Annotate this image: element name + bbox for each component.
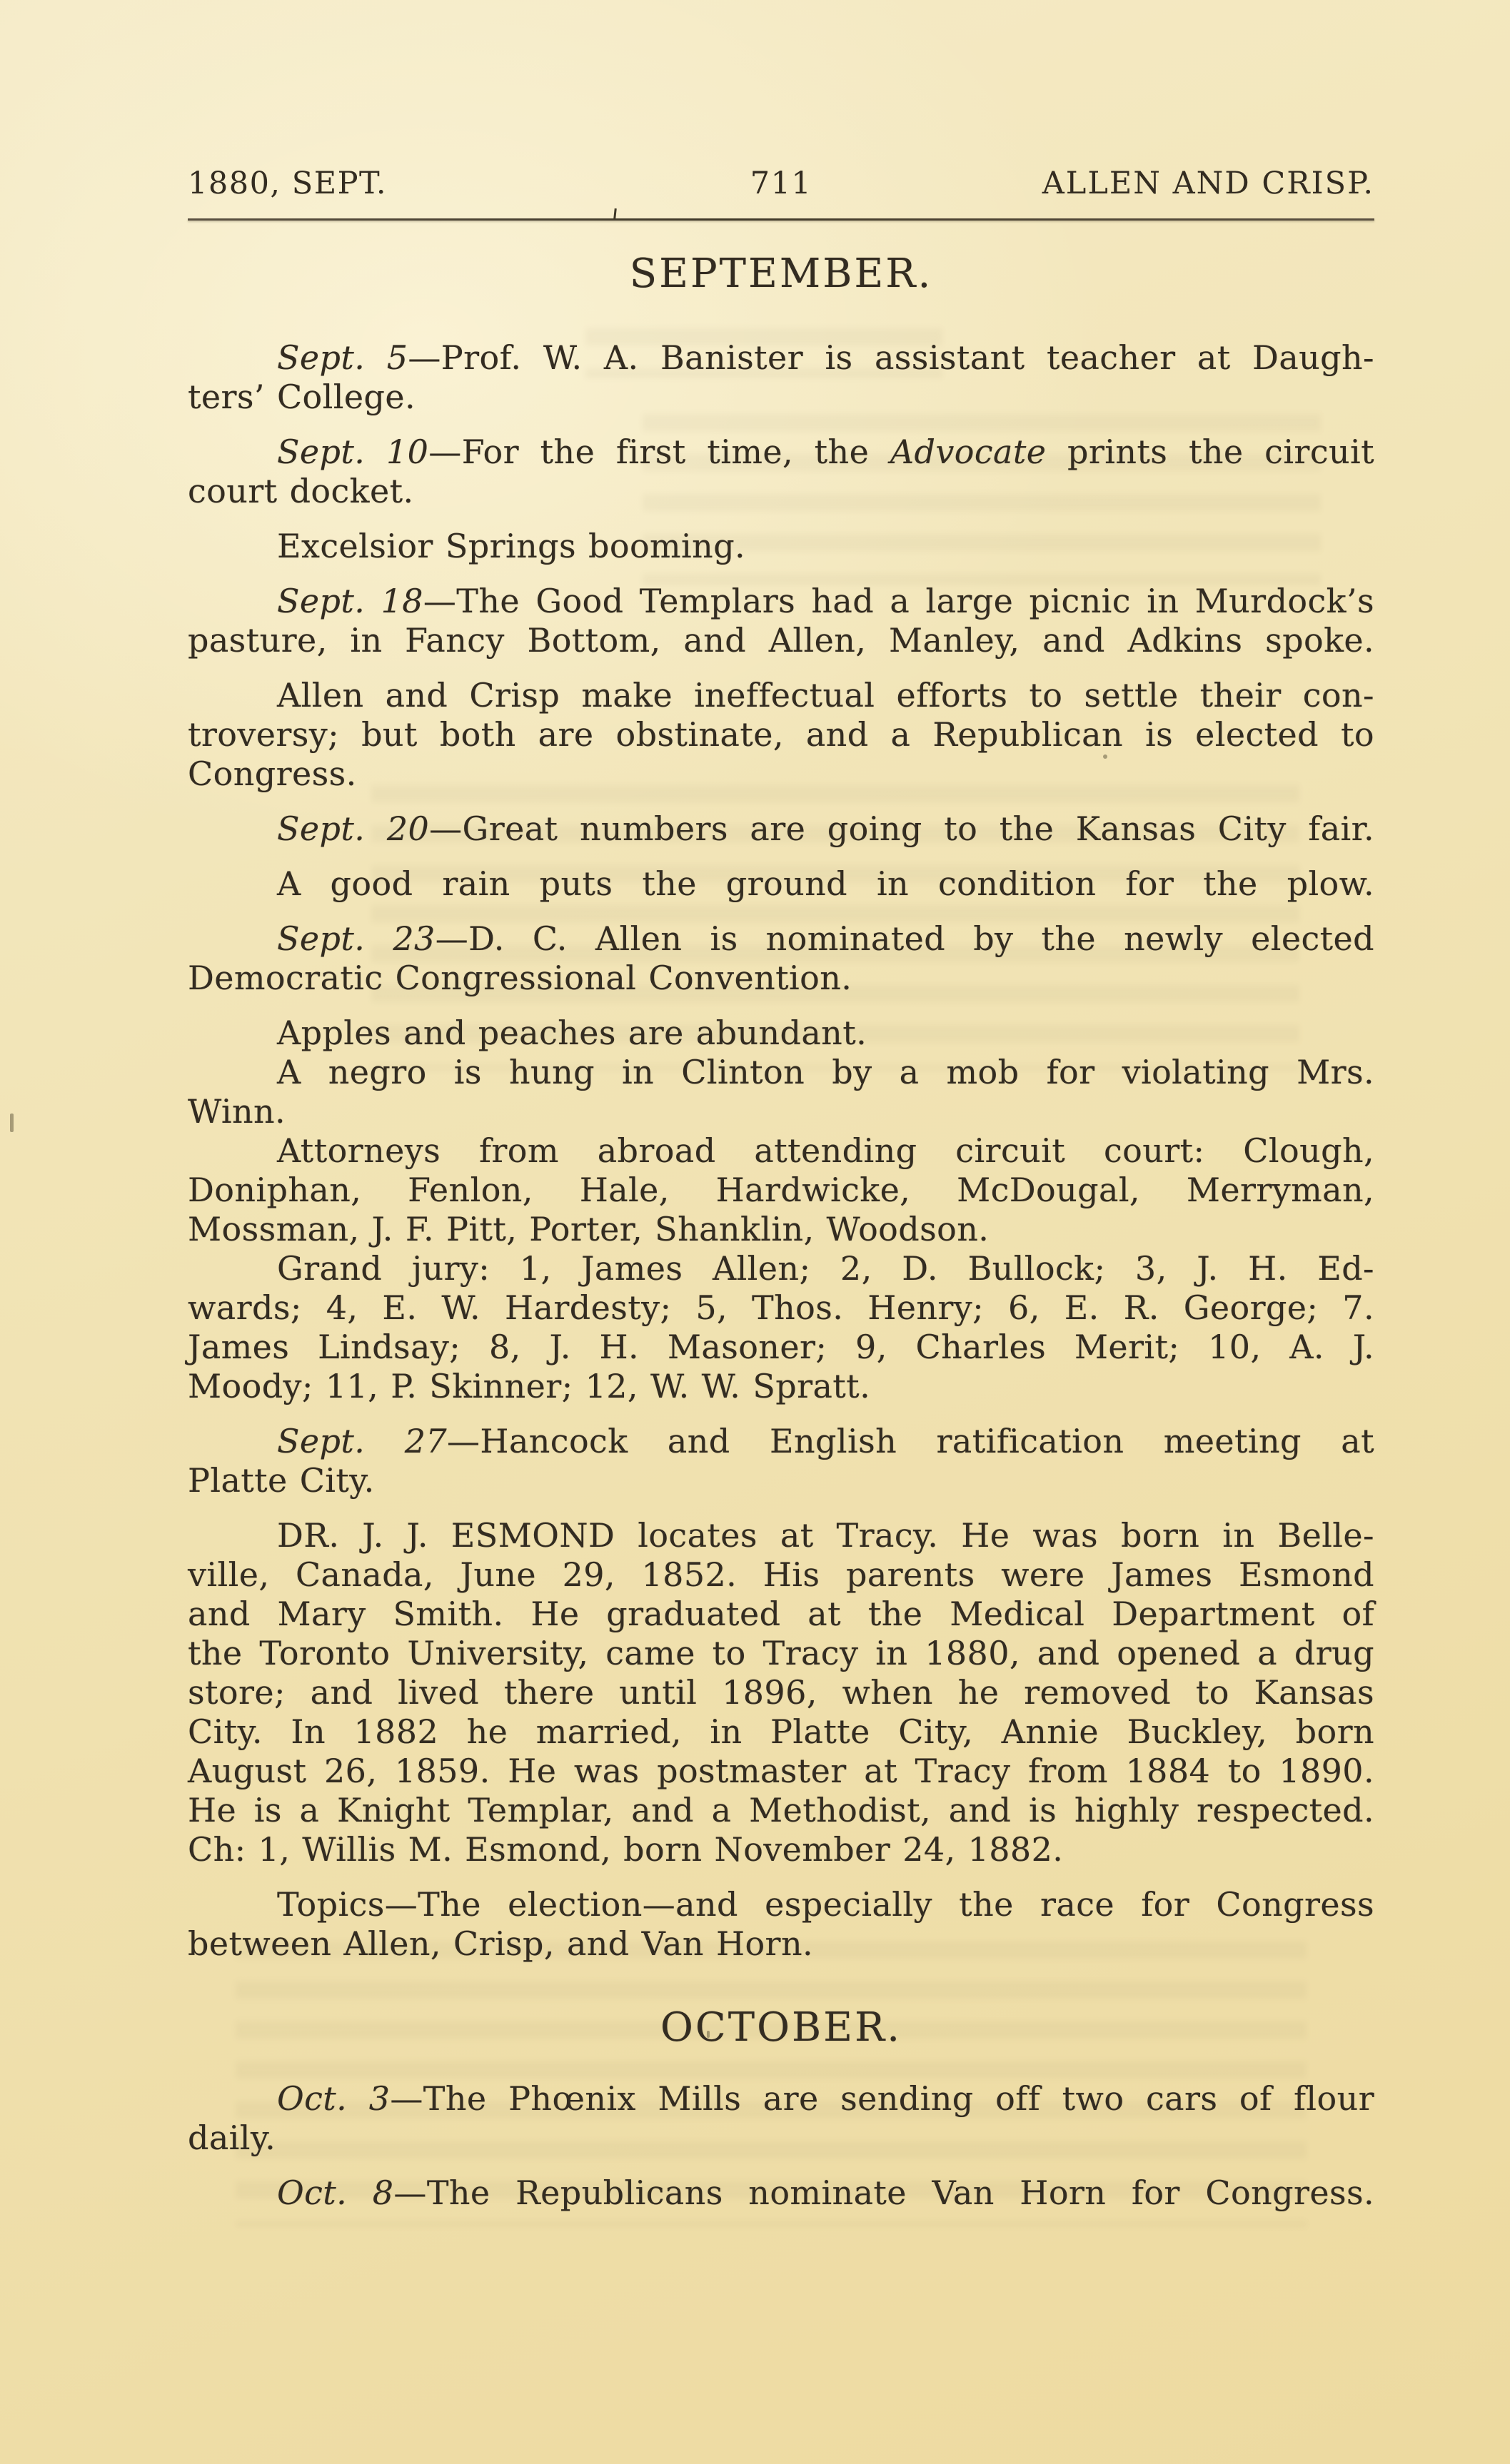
paragraph (188, 1014, 1374, 1053)
text-segment: DR. J. J. ESMOND locates at Tracy. He was born in Belle- (277, 1516, 1374, 1555)
paragraph (188, 1422, 1374, 1500)
text-segment: James Lindsay; 8, J. H. Masoner; 9, Charles Merit; 10, A. J. (188, 1328, 1374, 1366)
header-title: ALLEN AND CRISP. (1042, 166, 1375, 201)
text-segment: Congress. (188, 754, 357, 793)
text-segment: A negro is hung in Clinton by a mob for violating Mrs. (277, 1053, 1374, 1091)
text-segment: —Great numbers are going to the Kansas City fair. (429, 809, 1374, 848)
body-line (188, 1712, 1374, 1752)
text-segment: Apples and peaches are abundant. (277, 1014, 867, 1052)
section-september (188, 251, 1374, 1964)
paragraph (188, 1249, 1374, 1406)
body-line (188, 1092, 1374, 1131)
text-segment: daily. (188, 2119, 276, 2157)
paragraph (188, 919, 1374, 998)
body-line (188, 919, 1374, 959)
body-line (188, 1673, 1374, 1712)
italic-segment: Oct. 8 (277, 2173, 394, 2212)
body-line (188, 1924, 1374, 1964)
body-line (188, 1595, 1374, 1634)
body-line (188, 2119, 1374, 2158)
page-number: 711 (750, 166, 812, 201)
body-line (188, 1367, 1374, 1406)
text-segment: Excelsior Springs booming. (277, 527, 746, 565)
body-line (188, 433, 1374, 472)
text-segment: —Hancock and English ratification meeting at (447, 1422, 1374, 1460)
body-line (188, 1210, 1374, 1249)
text-segment: Moody; 11, P. Skinner; 12, W. W. Spratt. (188, 1367, 871, 1405)
text-segment: Ch: 1, Willis M. Esmond, born November 24, 1882. (188, 1830, 1064, 1869)
body-line (188, 2173, 1374, 2213)
paragraph (188, 864, 1374, 904)
paragraph (188, 676, 1374, 794)
text-segment: troversy; but both are obstinate, and a Republican is elected to (188, 715, 1374, 754)
paragraph (188, 1885, 1374, 1964)
text-segment: the Toronto University, came to Tracy in 1880, and opened a drug (188, 1634, 1374, 1672)
body-line (188, 1516, 1374, 1555)
text-segment: pasture, in Fancy Bottom, and Allen, Manley, and Adkins spoke. (188, 621, 1374, 660)
body-line (188, 2079, 1374, 2119)
text-segment: Mossman, J. F. Pitt, Porter, Shanklin, Woodson. (188, 1210, 990, 1248)
text-segment: Grand jury: 1, James Allen; 2, D. Bullock; 3, J. H. Ed- (277, 1249, 1374, 1288)
body-line (188, 378, 1374, 417)
text-segment: ters’ College. (188, 378, 416, 416)
text-segment: He is a Knight Templar, and a Methodist, and is highly respected. (188, 1791, 1374, 1829)
text-segment: and Mary Smith. He graduated at the Medical Department of (188, 1595, 1374, 1633)
paragraph (188, 1516, 1374, 1869)
text-segment: ville, Canada, June 29, 1852. His parents were James Esmond (188, 1555, 1374, 1594)
text-segment: Allen and Crisp make ineffectual efforts to settle their con- (277, 676, 1374, 715)
body-line (188, 676, 1374, 715)
paragraph (188, 433, 1374, 511)
italic-segment: Sept. 18 (277, 582, 423, 620)
body-line (188, 1791, 1374, 1830)
text-segment: Topics—The election—and especially the race for Congress (277, 1885, 1374, 1924)
body-line (188, 472, 1374, 511)
italic-segment: Sept. 10 (277, 433, 429, 471)
text-segment: —Prof. W. A. Banister is assistant teacher at Daugh- (408, 338, 1374, 377)
body-line (188, 1555, 1374, 1595)
paragraph (188, 1053, 1374, 1131)
page-content (188, 251, 1374, 2213)
body-line (188, 715, 1374, 754)
body-line (188, 1249, 1374, 1288)
header-rule (188, 218, 1374, 221)
text-segment: Platte City. (188, 1461, 375, 1500)
text-segment: —The Republicans nominate Van Horn for Congress. (393, 2173, 1374, 2212)
body-line (188, 864, 1374, 904)
text-segment: —For the first time, the (428, 433, 890, 471)
header-date: 1880, SEPT. (188, 166, 388, 201)
text-segment: Democratic Congressional Convention. (188, 959, 852, 997)
text-segment: Attorneys from abroad attending circuit court: Clough, (277, 1131, 1374, 1170)
text-segment: City. In 1882 he married, in Platte City, Annie Buckley, born (188, 1712, 1374, 1751)
italic-segment: Sept. 20 (277, 809, 430, 848)
body-line (188, 621, 1374, 660)
text-segment: Winn. (188, 1092, 286, 1131)
body-line (188, 754, 1374, 794)
italic-segment: Sept. 5 (277, 338, 408, 377)
body-line (188, 1830, 1374, 1869)
text-segment: between Allen, Crisp, and Van Horn. (188, 1924, 813, 1963)
paragraph (188, 2173, 1374, 2213)
section-heading: SEPTEMBER. (629, 251, 933, 297)
body-line (188, 1461, 1374, 1500)
paragraph (188, 338, 1374, 417)
text-segment: August 26, 1859. He was postmaster at Tracy from 1884 to 1890. (188, 1752, 1374, 1790)
text-segment: —The Good Templars had a large picnic in Murdock’s (423, 582, 1374, 620)
body-line (188, 582, 1374, 621)
paragraph (188, 1131, 1374, 1249)
text-segment: A good rain puts the ground in condition for the plow. (277, 864, 1374, 903)
body-line (188, 959, 1374, 998)
body-line (188, 1288, 1374, 1328)
paragraph (188, 582, 1374, 660)
body-line (188, 1171, 1374, 1210)
paper-speck (10, 1114, 14, 1132)
italic-segment: Advocate (890, 433, 1047, 471)
paragraph (188, 809, 1374, 849)
text-segment: —The Phœnix Mills are sending off two cars of flour (390, 2079, 1375, 2118)
section-october (188, 2005, 1374, 2213)
body-line (188, 1752, 1374, 1791)
section-heading: OCTOBER. (660, 2004, 902, 2051)
body-line (188, 527, 1374, 566)
text-segment: store; and lived there until 1896, when he removed to Kansas (188, 1673, 1374, 1712)
text-segment: wards; 4, E. W. Hardesty; 5, Thos. Henry; 6, E. R. George; 7. (188, 1288, 1374, 1327)
body-line (188, 1422, 1374, 1461)
italic-segment: Sept. 27 (277, 1422, 448, 1460)
rule-artifact (613, 208, 617, 219)
body-line (188, 1014, 1374, 1053)
body-line (188, 809, 1374, 849)
body-line (188, 1885, 1374, 1924)
text-segment: prints the circuit (1046, 433, 1375, 471)
text-segment: —D. C. Allen is nominated by the newly elected (435, 919, 1374, 958)
running-header (188, 166, 1374, 201)
italic-segment: Oct. 3 (277, 2079, 391, 2118)
italic-segment: Sept. 23 (277, 919, 436, 958)
text-segment: Doniphan, Fenlon, Hale, Hardwicke, McDougal, Merryman, (188, 1171, 1374, 1209)
body-line (188, 1053, 1374, 1092)
body-line (188, 338, 1374, 378)
paragraph (188, 2079, 1374, 2158)
body-line (188, 1131, 1374, 1171)
body-line (188, 1328, 1374, 1367)
body-line (188, 1634, 1374, 1673)
paragraph (188, 527, 1374, 566)
text-segment: court docket. (188, 472, 414, 510)
